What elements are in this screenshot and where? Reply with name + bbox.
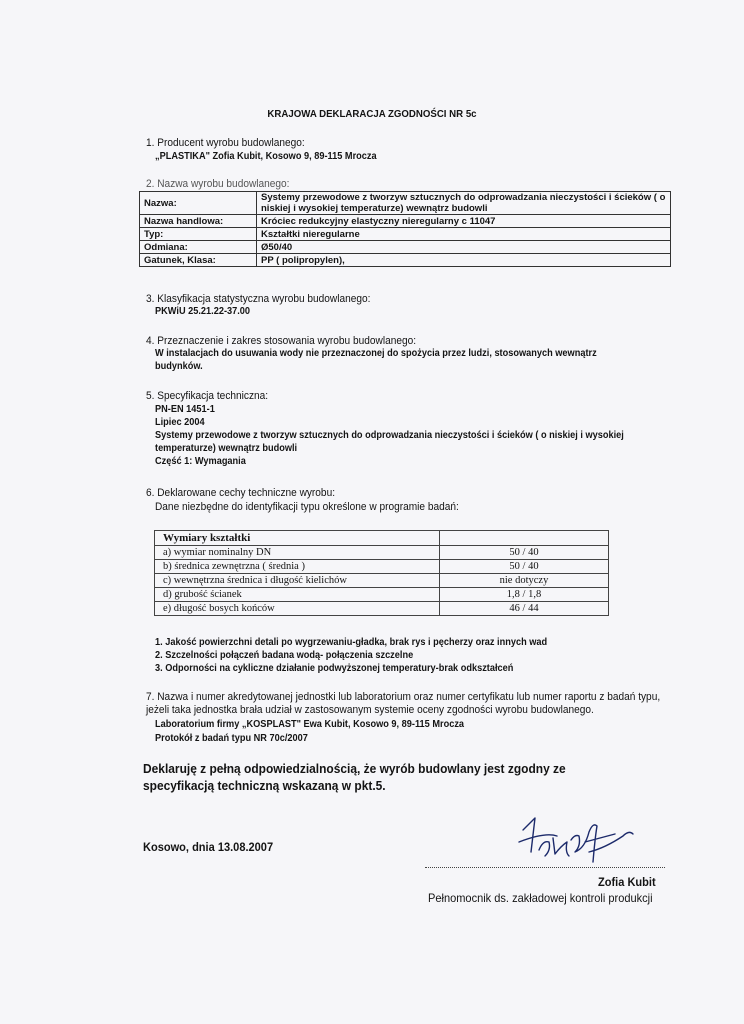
dimensions-table — [154, 530, 609, 616]
laboratory-value: Laboratorium firmy „KOSPLAST" Ewa Kubit, Kosowo 9, 89-115 Mrocza — [155, 719, 465, 730]
table-key: Typ: — [140, 228, 257, 241]
table-value: 50 / 40 — [440, 546, 609, 560]
table-key: c) wewnętrzna średnica i długość kielichów — [155, 574, 440, 588]
purpose-value: W instalacjach do usuwania wody nie przeznaczonej do spożycia przez ludzi, stosowanych wewnątrz budynków. — [155, 348, 597, 372]
table-key: d) grubość ścianek — [155, 588, 440, 602]
document-title: KRAJOWA DEKLARACJA ZGODNOŚCI NR 5c — [267, 108, 477, 120]
table-row — [155, 588, 609, 602]
section-3-label: 3. Klasyfikacja statystyczna wyrobu budowlanego: — [146, 293, 371, 305]
table-key: Nazwa: — [140, 192, 257, 215]
table-row — [155, 574, 609, 588]
producer-value: „PLASTIKA" Zofia Kubit, Kosowo 9, 89-115 Mrocza — [155, 151, 377, 162]
table-value: Ø50/40 — [257, 241, 671, 254]
table-key: a) wymiar nominalny DN — [155, 546, 440, 560]
table-value: Króciec redukcyjny elastyczny nieregularny c 11047 — [257, 215, 671, 228]
table-row — [140, 254, 671, 267]
classification-value: PKWiU 25.21.22-37.00 — [155, 306, 251, 317]
product-name-table — [139, 191, 671, 267]
table-row — [155, 560, 609, 574]
table-row — [155, 546, 609, 560]
handwritten-signature — [505, 812, 645, 872]
table-row — [155, 602, 609, 616]
section-6-sub: Dane niezbędne do identyfikacji typu określone w programie badań: — [155, 501, 459, 513]
table-value: Kształtki nieregularne — [257, 228, 671, 241]
table-value: 46 / 44 — [440, 602, 609, 616]
table-value: nie dotyczy — [440, 574, 609, 588]
table-row — [140, 228, 671, 241]
table-header-row — [155, 531, 609, 546]
signer-role: Pełnomocnik ds. zakładowej kontroli produkcji — [428, 891, 653, 905]
table-key: Gatunek, Klasa: — [140, 254, 257, 267]
test-note-2: 2. Szczelności połączeń badana wodą- połączenia szczelne — [155, 650, 414, 661]
protocol-value: Protokół z badań typu NR 70c/2007 — [155, 733, 308, 744]
declaration-statement: Deklaruję z pełną odpowiedzialnością, że wyrób budowlany jest zgodny ze specyfikacją techniczną wskazaną w pkt.5. — [143, 761, 566, 793]
table-value: 50 / 40 — [440, 560, 609, 574]
section-4-label: 4. Przeznaczenie i zakres stosowania wyrobu budowlanego: — [146, 335, 417, 347]
spec-norm: PN-EN 1451-1 — [155, 404, 215, 415]
table-key: Odmiana: — [140, 241, 257, 254]
spec-part: Część 1: Wymagania — [155, 456, 246, 467]
section-1-label: 1. Producent wyrobu budowlanego: — [146, 137, 305, 149]
section-7-label: 7. Nazwa i numer akredytowanej jednostki lub laboratorium oraz numer certyfikatu lub numer raportu z badań typu, jeżeli taka jednostka brała udział w zastosowanym systemie oceny zgodności wyrobu budowlanego. — [146, 691, 661, 716]
table-value: PP ( polipropylen), — [257, 254, 671, 267]
test-note-3: 3. Odporności na cykliczne działanie podwyższonej temperatury-brak odkształceń — [155, 663, 514, 674]
table-value: 1,8 / 1,8 — [440, 588, 609, 602]
section-5-label: 5. Specyfikacja techniczna: — [146, 390, 269, 402]
place-date: Kosowo, dnia 13.08.2007 — [143, 840, 274, 854]
table-key: b) średnica zewnętrzna ( średnia ) — [155, 560, 440, 574]
spec-description: Systemy przewodowe z tworzyw sztucznych do odprowadzania nieczystości i ścieków ( o niskiej i wysokiej temperaturze) wewnątrz budowli — [155, 430, 624, 454]
signer-name: Zofia Kubit — [598, 875, 656, 889]
table-header: Wymiary kształtki — [155, 531, 440, 546]
spec-date: Lipiec 2004 — [155, 417, 205, 428]
section-6-label: 6. Deklarowane cechy techniczne wyrobu: — [146, 487, 336, 499]
table-value: Systemy przewodowe z tworzyw sztucznych do odprowadzania nieczystości i ścieków ( o niskiej i wysokiej temperaturze) wewnątrz budowli — [257, 192, 671, 215]
table-row — [140, 192, 671, 215]
test-note-1: 1. Jakość powierzchni detali po wygrzewaniu-gładka, brak rys i pęcherzy oraz innych wad — [155, 637, 548, 648]
table-header-empty — [440, 531, 609, 546]
table-key: e) długość bosych końców — [155, 602, 440, 616]
table-row — [140, 215, 671, 228]
table-key: Nazwa handlowa: — [140, 215, 257, 228]
table-row — [140, 241, 671, 254]
signature-line — [425, 867, 665, 868]
section-2-label: 2. Nazwa wyrobu budowlanego: — [146, 178, 290, 190]
